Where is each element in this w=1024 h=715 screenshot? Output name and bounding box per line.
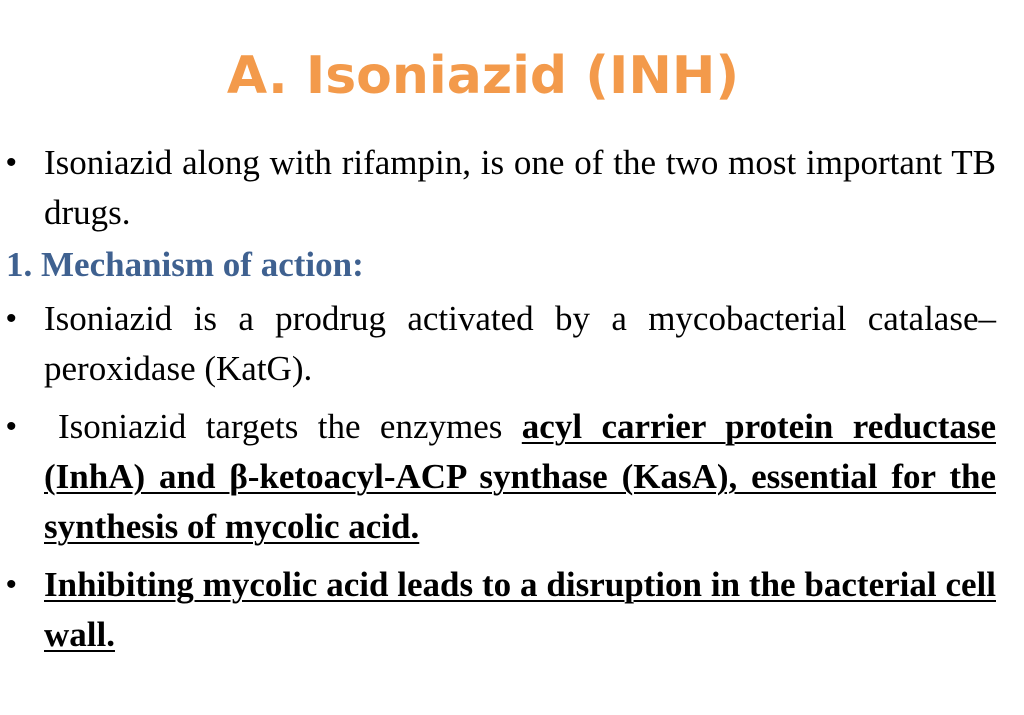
bullet-icon: • — [6, 302, 17, 335]
bullet-icon: • — [6, 146, 17, 179]
slide-body — [0, 138, 1024, 660]
bullet-item — [0, 294, 996, 394]
bullet-item — [0, 402, 996, 552]
bullet-emphasis-text: Inhibiting mycolic acid leads to a disruption in the bacterial cell wall. — [44, 565, 996, 654]
bullet-text: Isoniazid targets the enzymes — [58, 407, 522, 446]
slide-title: A. Isoniazid (INH) — [226, 46, 740, 106]
bullet-icon: • — [6, 568, 17, 601]
bullet-text: Isoniazid along with rifampin, is one of the two most important TB drugs. — [44, 143, 996, 232]
bullet-emphasis-text: acyl carrier protein reductase (InhA) and β-ketoacyl-ACP synthase (KasA), essential for the synthesis of mycolic acid. — [44, 407, 996, 546]
bullet-item — [0, 138, 996, 238]
bullet-text: Isoniazid is a prodrug activated by a mycobacterial catalase–peroxidase (KatG). — [44, 299, 996, 388]
bullet-item — [0, 560, 996, 660]
section-heading: 1. Mechanism of action: — [6, 245, 364, 284]
bullet-icon: • — [6, 410, 17, 443]
